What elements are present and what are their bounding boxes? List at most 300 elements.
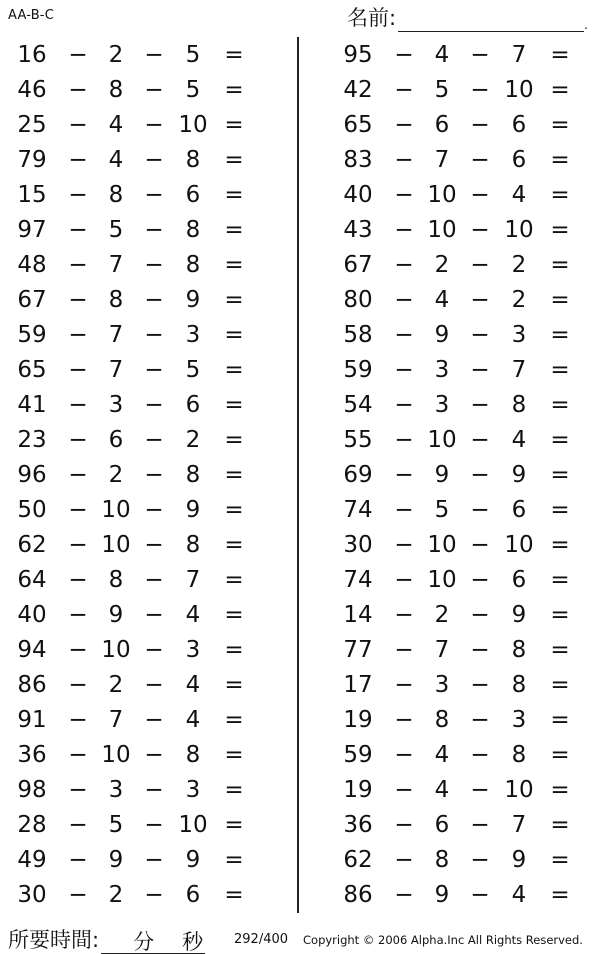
minus-sign: − bbox=[68, 217, 88, 243]
minus-sign: − bbox=[394, 427, 414, 453]
minuend: 48 bbox=[17, 252, 47, 278]
minus-sign: − bbox=[68, 532, 88, 558]
subtrahend-1: 8 bbox=[108, 287, 124, 313]
minus-sign: − bbox=[68, 777, 88, 803]
minus-sign: − bbox=[144, 672, 164, 698]
subtrahend-1: 5 bbox=[108, 812, 124, 838]
minutes-unit: 分 bbox=[133, 930, 155, 954]
subtrahend-1: 2 bbox=[108, 462, 124, 488]
equals-sign: = bbox=[224, 672, 244, 698]
minuend: 91 bbox=[17, 707, 47, 733]
subtrahend-1: 10 bbox=[427, 532, 457, 558]
equals-sign: = bbox=[224, 742, 244, 768]
worksheet-code: AA-B-C bbox=[8, 8, 54, 23]
minus-sign: − bbox=[470, 532, 490, 558]
equals-sign: = bbox=[550, 322, 570, 348]
subtrahend-2: 10 bbox=[504, 532, 534, 558]
minus-sign: − bbox=[394, 847, 414, 873]
subtrahend-2: 6 bbox=[511, 567, 527, 593]
subtrahend-1: 4 bbox=[434, 742, 450, 768]
minuend: 69 bbox=[343, 462, 373, 488]
subtrahend-2: 8 bbox=[511, 672, 527, 698]
minuend: 36 bbox=[17, 742, 47, 768]
minuend: 65 bbox=[343, 112, 373, 138]
minuend: 95 bbox=[343, 42, 373, 68]
subtrahend-1: 3 bbox=[434, 357, 450, 383]
minus-sign: − bbox=[470, 427, 490, 453]
minuend: 40 bbox=[343, 182, 373, 208]
subtrahend-1: 8 bbox=[108, 77, 124, 103]
minus-sign: − bbox=[68, 42, 88, 68]
minus-sign: − bbox=[470, 637, 490, 663]
equals-sign: = bbox=[224, 602, 244, 628]
subtrahend-2: 4 bbox=[185, 707, 201, 733]
subtrahend-2: 6 bbox=[511, 497, 527, 523]
minus-sign: − bbox=[394, 77, 414, 103]
minus-sign: − bbox=[394, 462, 414, 488]
minus-sign: − bbox=[394, 287, 414, 313]
minuend: 17 bbox=[343, 672, 373, 698]
subtrahend-2: 9 bbox=[185, 847, 201, 873]
equals-sign: = bbox=[550, 217, 570, 243]
minus-sign: − bbox=[144, 707, 164, 733]
minus-sign: − bbox=[144, 532, 164, 558]
minus-sign: − bbox=[68, 112, 88, 138]
minus-sign: − bbox=[394, 742, 414, 768]
column-divider bbox=[297, 37, 299, 913]
minus-sign: − bbox=[144, 182, 164, 208]
subtrahend-1: 7 bbox=[108, 322, 124, 348]
subtrahend-1: 2 bbox=[108, 42, 124, 68]
minuend: 23 bbox=[17, 427, 47, 453]
minuend: 42 bbox=[343, 77, 373, 103]
subtrahend-2: 9 bbox=[185, 497, 201, 523]
subtrahend-2: 8 bbox=[185, 147, 201, 173]
equals-sign: = bbox=[550, 742, 570, 768]
subtrahend-2: 10 bbox=[504, 777, 534, 803]
subtrahend-2: 4 bbox=[511, 182, 527, 208]
subtrahend-2: 6 bbox=[511, 147, 527, 173]
minuend: 19 bbox=[343, 777, 373, 803]
minus-sign: − bbox=[144, 742, 164, 768]
subtrahend-2: 6 bbox=[185, 882, 201, 908]
equals-sign: = bbox=[224, 392, 244, 418]
minuend: 79 bbox=[17, 147, 47, 173]
equals-sign: = bbox=[550, 182, 570, 208]
minus-sign: − bbox=[68, 77, 88, 103]
subtrahend-1: 10 bbox=[427, 182, 457, 208]
minuend: 62 bbox=[343, 847, 373, 873]
minus-sign: − bbox=[144, 252, 164, 278]
subtrahend-2: 3 bbox=[185, 322, 201, 348]
minus-sign: − bbox=[394, 567, 414, 593]
minus-sign: − bbox=[470, 182, 490, 208]
subtrahend-1: 4 bbox=[434, 777, 450, 803]
minus-sign: − bbox=[394, 112, 414, 138]
minuend: 58 bbox=[343, 322, 373, 348]
minuend: 67 bbox=[343, 252, 373, 278]
minus-sign: − bbox=[144, 42, 164, 68]
minuend: 80 bbox=[343, 287, 373, 313]
minuend: 94 bbox=[17, 637, 47, 663]
subtrahend-2: 5 bbox=[185, 42, 201, 68]
minuend: 67 bbox=[17, 287, 47, 313]
subtrahend-1: 5 bbox=[108, 217, 124, 243]
equals-sign: = bbox=[550, 602, 570, 628]
seconds-unit: 秒 bbox=[182, 930, 204, 954]
subtrahend-2: 9 bbox=[185, 287, 201, 313]
minuend: 83 bbox=[343, 147, 373, 173]
equals-sign: = bbox=[550, 847, 570, 873]
minus-sign: − bbox=[394, 322, 414, 348]
minus-sign: − bbox=[68, 287, 88, 313]
name-blank[interactable] bbox=[398, 9, 584, 32]
minus-sign: − bbox=[470, 112, 490, 138]
subtrahend-1: 7 bbox=[108, 357, 124, 383]
minuend: 55 bbox=[343, 427, 373, 453]
equals-sign: = bbox=[224, 287, 244, 313]
minus-sign: − bbox=[394, 602, 414, 628]
minuend: 59 bbox=[343, 742, 373, 768]
equals-sign: = bbox=[224, 567, 244, 593]
minus-sign: − bbox=[144, 497, 164, 523]
minus-sign: − bbox=[394, 672, 414, 698]
minus-sign: − bbox=[394, 392, 414, 418]
subtrahend-1: 7 bbox=[108, 707, 124, 733]
equals-sign: = bbox=[550, 252, 570, 278]
subtrahend-1: 4 bbox=[108, 147, 124, 173]
subtrahend-1: 10 bbox=[427, 427, 457, 453]
subtrahend-1: 7 bbox=[108, 252, 124, 278]
subtrahend-1: 9 bbox=[434, 462, 450, 488]
name-label: 名前: bbox=[347, 6, 397, 30]
subtrahend-2: 7 bbox=[511, 357, 527, 383]
subtrahend-1: 9 bbox=[434, 322, 450, 348]
subtrahend-1: 4 bbox=[108, 112, 124, 138]
subtrahend-1: 5 bbox=[434, 77, 450, 103]
subtrahend-2: 4 bbox=[185, 602, 201, 628]
minus-sign: − bbox=[394, 882, 414, 908]
minus-sign: − bbox=[394, 217, 414, 243]
subtrahend-2: 8 bbox=[185, 532, 201, 558]
minus-sign: − bbox=[68, 602, 88, 628]
subtrahend-2: 8 bbox=[511, 392, 527, 418]
subtrahend-2: 9 bbox=[511, 847, 527, 873]
subtrahend-1: 8 bbox=[108, 182, 124, 208]
subtrahend-2: 4 bbox=[511, 882, 527, 908]
minus-sign: − bbox=[394, 147, 414, 173]
minus-sign: − bbox=[68, 812, 88, 838]
subtrahend-1: 3 bbox=[434, 672, 450, 698]
equals-sign: = bbox=[224, 532, 244, 558]
subtrahend-2: 8 bbox=[185, 462, 201, 488]
minus-sign: − bbox=[68, 427, 88, 453]
minuend: 41 bbox=[17, 392, 47, 418]
subtrahend-2: 7 bbox=[185, 567, 201, 593]
equals-sign: = bbox=[550, 532, 570, 558]
minus-sign: − bbox=[470, 77, 490, 103]
minus-sign: − bbox=[144, 147, 164, 173]
equals-sign: = bbox=[550, 497, 570, 523]
subtrahend-2: 10 bbox=[178, 812, 208, 838]
subtrahend-1: 6 bbox=[434, 812, 450, 838]
minus-sign: − bbox=[68, 707, 88, 733]
minus-sign: − bbox=[68, 392, 88, 418]
minus-sign: − bbox=[470, 217, 490, 243]
name-field bbox=[347, 4, 588, 32]
minus-sign: − bbox=[144, 357, 164, 383]
subtrahend-2: 4 bbox=[185, 672, 201, 698]
equals-sign: = bbox=[550, 392, 570, 418]
minus-sign: − bbox=[68, 742, 88, 768]
minus-sign: − bbox=[470, 777, 490, 803]
minuend: 86 bbox=[17, 672, 47, 698]
minus-sign: − bbox=[470, 392, 490, 418]
equals-sign: = bbox=[550, 462, 570, 488]
equals-sign: = bbox=[550, 287, 570, 313]
equals-sign: = bbox=[224, 847, 244, 873]
subtrahend-2: 9 bbox=[511, 602, 527, 628]
minus-sign: − bbox=[394, 637, 414, 663]
minus-sign: − bbox=[144, 602, 164, 628]
minuend: 62 bbox=[17, 532, 47, 558]
equals-sign: = bbox=[550, 147, 570, 173]
minus-sign: − bbox=[144, 847, 164, 873]
equals-sign: = bbox=[224, 147, 244, 173]
equals-sign: = bbox=[224, 182, 244, 208]
minutes-blank[interactable] bbox=[101, 931, 131, 954]
minus-sign: − bbox=[144, 287, 164, 313]
subtrahend-2: 2 bbox=[511, 252, 527, 278]
minus-sign: − bbox=[394, 357, 414, 383]
minus-sign: − bbox=[68, 147, 88, 173]
minus-sign: − bbox=[470, 42, 490, 68]
minuend: 40 bbox=[17, 602, 47, 628]
minuend: 15 bbox=[17, 182, 47, 208]
subtrahend-2: 7 bbox=[511, 42, 527, 68]
subtrahend-1: 10 bbox=[427, 217, 457, 243]
minus-sign: − bbox=[470, 742, 490, 768]
equals-sign: = bbox=[550, 672, 570, 698]
subtrahend-2: 5 bbox=[185, 357, 201, 383]
time-taken bbox=[8, 924, 205, 954]
minus-sign: − bbox=[394, 812, 414, 838]
equals-sign: = bbox=[550, 357, 570, 383]
equals-sign: = bbox=[224, 217, 244, 243]
subtrahend-2: 8 bbox=[185, 217, 201, 243]
copyright: Copyright © 2006 Alpha.Inc All Rights Reserved. bbox=[303, 933, 583, 947]
equals-sign: = bbox=[224, 322, 244, 348]
subtrahend-2: 6 bbox=[511, 112, 527, 138]
subtrahend-1: 10 bbox=[427, 567, 457, 593]
minus-sign: − bbox=[470, 847, 490, 873]
minus-sign: − bbox=[394, 777, 414, 803]
minus-sign: − bbox=[144, 637, 164, 663]
minus-sign: − bbox=[68, 672, 88, 698]
minuend: 14 bbox=[343, 602, 373, 628]
minuend: 59 bbox=[343, 357, 373, 383]
equals-sign: = bbox=[224, 497, 244, 523]
subtrahend-2: 4 bbox=[511, 427, 527, 453]
minuend: 50 bbox=[17, 497, 47, 523]
subtrahend-1: 10 bbox=[101, 637, 131, 663]
minus-sign: − bbox=[68, 882, 88, 908]
minuend: 59 bbox=[17, 322, 47, 348]
subtrahend-1: 3 bbox=[434, 392, 450, 418]
minus-sign: − bbox=[144, 462, 164, 488]
minus-sign: − bbox=[470, 882, 490, 908]
minuend: 86 bbox=[343, 882, 373, 908]
minuend: 30 bbox=[17, 882, 47, 908]
subtrahend-2: 9 bbox=[511, 462, 527, 488]
minus-sign: − bbox=[68, 462, 88, 488]
subtrahend-2: 10 bbox=[504, 217, 534, 243]
minuend: 16 bbox=[17, 42, 47, 68]
subtrahend-1: 2 bbox=[434, 252, 450, 278]
minus-sign: − bbox=[470, 497, 490, 523]
page-number: 292/400 bbox=[234, 932, 289, 947]
minus-sign: − bbox=[394, 182, 414, 208]
minuend: 77 bbox=[343, 637, 373, 663]
equals-sign: = bbox=[550, 112, 570, 138]
minus-sign: − bbox=[144, 217, 164, 243]
subtrahend-2: 10 bbox=[504, 77, 534, 103]
minus-sign: − bbox=[68, 252, 88, 278]
minus-sign: − bbox=[144, 322, 164, 348]
subtrahend-1: 9 bbox=[108, 847, 124, 873]
subtrahend-1: 8 bbox=[108, 567, 124, 593]
subtrahend-1: 3 bbox=[108, 392, 124, 418]
minus-sign: − bbox=[68, 182, 88, 208]
subtrahend-1: 7 bbox=[434, 637, 450, 663]
minuend: 46 bbox=[17, 77, 47, 103]
equals-sign: = bbox=[550, 812, 570, 838]
subtrahend-1: 4 bbox=[434, 42, 450, 68]
minus-sign: − bbox=[394, 497, 414, 523]
equals-sign: = bbox=[550, 777, 570, 803]
equals-sign: = bbox=[224, 707, 244, 733]
subtrahend-1: 10 bbox=[101, 742, 131, 768]
subtrahend-2: 3 bbox=[185, 777, 201, 803]
subtrahend-1: 2 bbox=[108, 672, 124, 698]
minus-sign: − bbox=[144, 112, 164, 138]
minuend: 74 bbox=[343, 497, 373, 523]
subtrahend-2: 8 bbox=[185, 742, 201, 768]
minuend: 74 bbox=[343, 567, 373, 593]
subtrahend-1: 8 bbox=[434, 847, 450, 873]
subtrahend-2: 10 bbox=[178, 112, 208, 138]
equals-sign: = bbox=[224, 357, 244, 383]
equals-sign: = bbox=[550, 637, 570, 663]
minus-sign: − bbox=[144, 567, 164, 593]
minuend: 98 bbox=[17, 777, 47, 803]
equals-sign: = bbox=[550, 77, 570, 103]
minus-sign: − bbox=[470, 812, 490, 838]
minuend: 19 bbox=[343, 707, 373, 733]
minus-sign: − bbox=[470, 672, 490, 698]
subtrahend-1: 8 bbox=[434, 707, 450, 733]
minus-sign: − bbox=[144, 427, 164, 453]
subtrahend-1: 3 bbox=[108, 777, 124, 803]
minus-sign: − bbox=[470, 567, 490, 593]
subtrahend-2: 3 bbox=[511, 322, 527, 348]
minuend: 49 bbox=[17, 847, 47, 873]
subtrahend-1: 4 bbox=[434, 287, 450, 313]
equals-sign: = bbox=[224, 77, 244, 103]
subtrahend-1: 9 bbox=[108, 602, 124, 628]
subtrahend-2: 6 bbox=[185, 182, 201, 208]
minuend: 96 bbox=[17, 462, 47, 488]
minus-sign: − bbox=[470, 287, 490, 313]
subtrahend-2: 3 bbox=[185, 637, 201, 663]
name-end-mark: . bbox=[584, 18, 588, 32]
equals-sign: = bbox=[224, 882, 244, 908]
subtrahend-2: 3 bbox=[511, 707, 527, 733]
minuend: 64 bbox=[17, 567, 47, 593]
minus-sign: − bbox=[470, 322, 490, 348]
minuend: 43 bbox=[343, 217, 373, 243]
minus-sign: − bbox=[470, 602, 490, 628]
minus-sign: − bbox=[68, 847, 88, 873]
minuend: 30 bbox=[343, 532, 373, 558]
subtrahend-2: 8 bbox=[511, 742, 527, 768]
subtrahend-1: 7 bbox=[434, 147, 450, 173]
subtrahend-2: 5 bbox=[185, 77, 201, 103]
minuend: 28 bbox=[17, 812, 47, 838]
subtrahend-2: 6 bbox=[185, 392, 201, 418]
minus-sign: − bbox=[394, 532, 414, 558]
subtrahend-1: 10 bbox=[101, 532, 131, 558]
minus-sign: − bbox=[394, 42, 414, 68]
minus-sign: − bbox=[470, 252, 490, 278]
minus-sign: − bbox=[470, 707, 490, 733]
minus-sign: − bbox=[144, 777, 164, 803]
subtrahend-1: 9 bbox=[434, 882, 450, 908]
time-label: 所要時間: bbox=[8, 928, 100, 952]
minus-sign: − bbox=[144, 77, 164, 103]
subtrahend-1: 5 bbox=[434, 497, 450, 523]
equals-sign: = bbox=[224, 462, 244, 488]
seconds-blank[interactable] bbox=[156, 931, 180, 954]
equals-sign: = bbox=[550, 42, 570, 68]
equals-sign: = bbox=[550, 567, 570, 593]
minuend: 65 bbox=[17, 357, 47, 383]
minus-sign: − bbox=[144, 812, 164, 838]
subtrahend-2: 8 bbox=[511, 637, 527, 663]
minus-sign: − bbox=[394, 707, 414, 733]
equals-sign: = bbox=[224, 812, 244, 838]
minuend: 36 bbox=[343, 812, 373, 838]
minus-sign: − bbox=[68, 637, 88, 663]
minus-sign: − bbox=[68, 497, 88, 523]
equals-sign: = bbox=[550, 882, 570, 908]
minus-sign: − bbox=[470, 147, 490, 173]
minus-sign: − bbox=[68, 322, 88, 348]
minus-sign: − bbox=[144, 392, 164, 418]
subtrahend-1: 6 bbox=[434, 112, 450, 138]
equals-sign: = bbox=[224, 252, 244, 278]
equals-sign: = bbox=[224, 427, 244, 453]
subtrahend-1: 2 bbox=[434, 602, 450, 628]
equals-sign: = bbox=[224, 637, 244, 663]
subtrahend-2: 8 bbox=[185, 252, 201, 278]
subtrahend-2: 7 bbox=[511, 812, 527, 838]
minus-sign: − bbox=[470, 462, 490, 488]
minus-sign: − bbox=[470, 357, 490, 383]
subtrahend-1: 6 bbox=[108, 427, 124, 453]
equals-sign: = bbox=[550, 427, 570, 453]
subtrahend-2: 2 bbox=[185, 427, 201, 453]
